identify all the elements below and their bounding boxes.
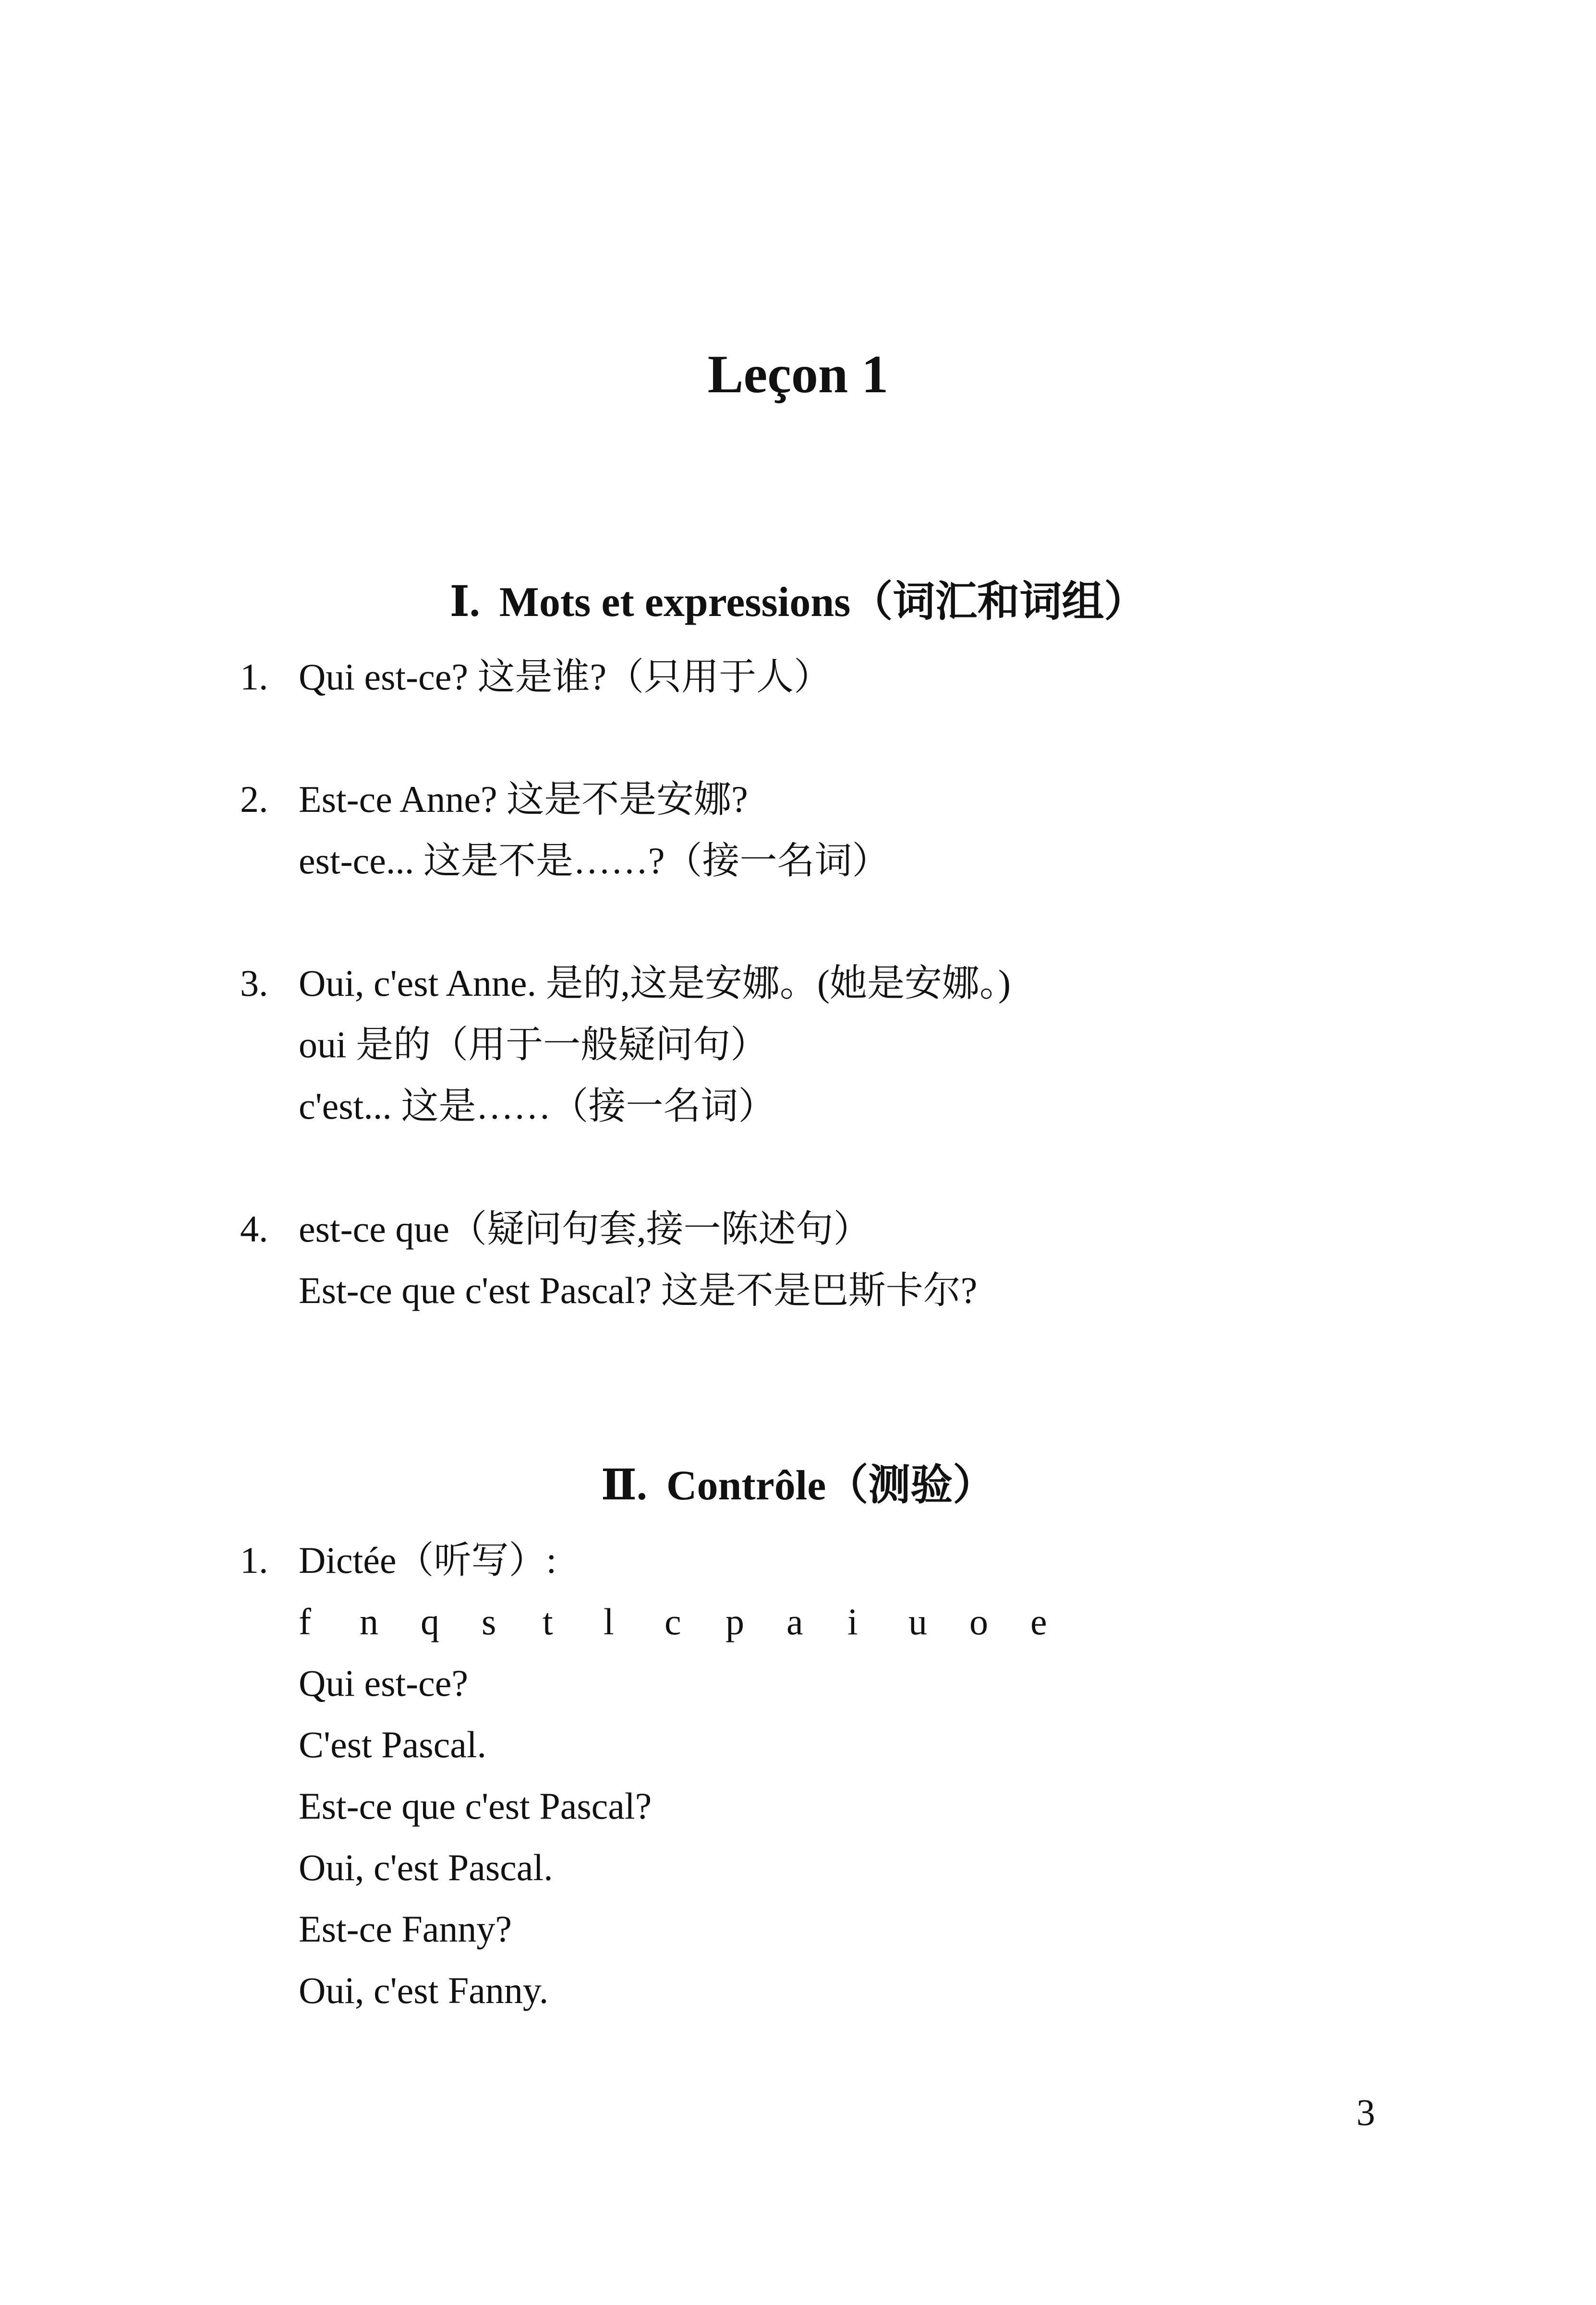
letter: o — [969, 1601, 988, 1642]
vocab-line: Oui, c'est Anne. 是的,这是安娜。(她是安娜。) — [299, 962, 1011, 1004]
letter: a — [786, 1601, 803, 1642]
section-title: Contrôle（测验） — [666, 1462, 995, 1509]
item-number: 3. — [240, 962, 268, 1004]
letter: n — [360, 1601, 378, 1642]
letter: f — [299, 1601, 311, 1642]
dictation-letters — [299, 1593, 1091, 1651]
letter: l — [604, 1601, 614, 1642]
letter: p — [725, 1601, 744, 1642]
letter: u — [908, 1601, 927, 1642]
lesson-title: Leçon 1 — [707, 345, 889, 404]
vocab-line: est-ce que（疑问句套,接一陈述句） — [299, 1208, 871, 1250]
section-heading-test — [0, 1455, 1596, 1517]
dictation-line: Oui, c'est Fanny. — [299, 1969, 549, 2011]
vocab-line: Est-ce que c'est Pascal? 这是不是巴斯卡尔? — [299, 1269, 978, 1311]
item-number: 2. — [240, 778, 268, 820]
vocab-line: Qui est-ce? 这是谁?（只用于人） — [299, 656, 832, 698]
item-number: 4. — [240, 1208, 268, 1250]
letter: c — [665, 1601, 681, 1642]
vocab-line: c'est... 这是……（接一名词） — [299, 1085, 776, 1127]
letter: s — [482, 1601, 496, 1642]
vocab-line: est-ce... 这是不是……?（接一名词） — [299, 840, 890, 881]
dictation-line: Est-ce Fanny? — [299, 1908, 512, 1950]
item-number: 1. — [240, 1539, 268, 1581]
section-roman-numeral: Ⅰ. — [449, 579, 480, 626]
vocab-line: oui 是的（用于一般疑问句） — [299, 1024, 768, 1065]
page-number: 3 — [1356, 2091, 1375, 2133]
dictation-line: Oui, c'est Pascal. — [299, 1846, 553, 1888]
letter: q — [421, 1601, 439, 1642]
vocab-line: Est-ce Anne? 这是不是安娜? — [299, 778, 748, 820]
dictation-line: Qui est-ce? — [299, 1662, 468, 1704]
dictation-line: Est-ce que c'est Pascal? — [299, 1785, 652, 1827]
letter: t — [543, 1601, 553, 1642]
item-number: 1. — [240, 656, 268, 698]
section-roman-numeral: Ⅱ. — [601, 1462, 647, 1509]
section-heading-vocabulary — [0, 571, 1596, 634]
dictation-label: Dictée（听写）: — [299, 1539, 557, 1581]
dictation-line: C'est Pascal. — [299, 1724, 486, 1765]
letter: i — [847, 1601, 858, 1642]
letter: e — [1030, 1601, 1047, 1642]
section-title: Mots et expressions（词汇和词组） — [499, 579, 1147, 626]
